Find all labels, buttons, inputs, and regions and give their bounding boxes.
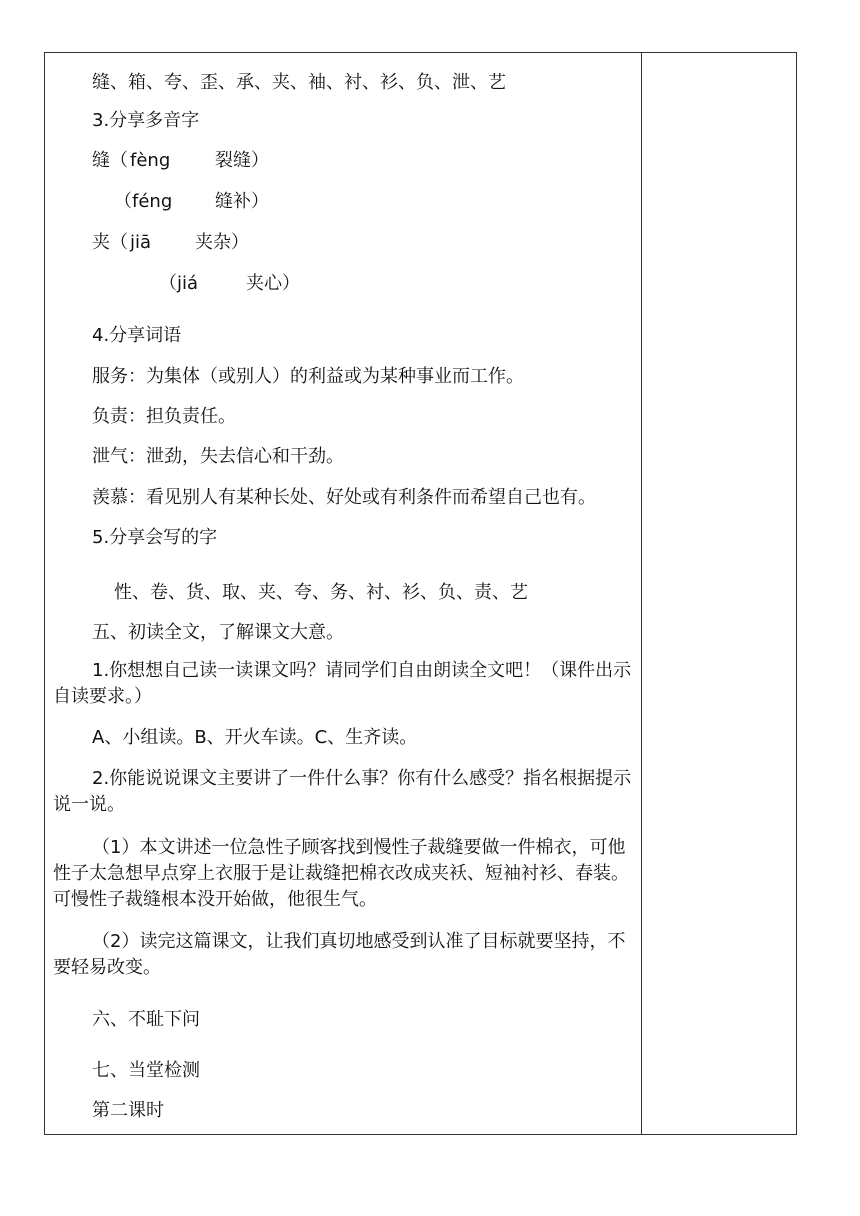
question-2: 2.你能说说课文主要讲了一件什么事？你有什么感受？指名根据提示说一说。	[53, 768, 632, 815]
word-definition-1: 服务：为集体（或别人）的利益或为某种事业而工作。	[92, 366, 524, 387]
poly1-char: 缝（	[92, 150, 128, 171]
word-definition-2: 负责：担负责任。	[92, 406, 236, 427]
poly2-pinyin-a: jiā	[130, 232, 152, 253]
question-1: 1.你想想自己读一读课文吗？请同学们自由朗读全文吧！（课件出示自读要求。）	[53, 660, 632, 707]
answer-1: （1）本文讲述一位急性子顾客找到慢性子裁缝要做一件棉衣，可他性子太急想早点穿上衣服于是让裁缝把棉衣改成夹袄、短袖衬衫、春装。可慢性子裁缝根本没开始做，他很生气。	[53, 837, 629, 910]
section-writing-heading: 5.分享会写的字	[92, 527, 218, 548]
poly1-pinyin-b: （féng	[114, 191, 173, 212]
poly2-char: 夹（	[92, 232, 128, 253]
poly1-pinyin-a: fèng	[130, 150, 171, 171]
poly2-word-b: 夹心）	[246, 273, 300, 294]
chars-line: 缝、箱、夸、歪、承、夹、袖、衬、衫、负、泄、艺	[92, 72, 506, 93]
poly2-pinyin-b: （jiá	[159, 273, 199, 294]
step5-heading: 五、初读全文，了解课文大意。	[92, 622, 344, 643]
notes-cell	[642, 53, 796, 1134]
step7-heading: 七、当堂检测	[92, 1060, 200, 1081]
step6-heading: 六、不耻下问	[92, 1009, 200, 1030]
poly1-word-a: 裂缝）	[215, 150, 269, 171]
writing-chars-line: 性、卷、货、取、夹、夸、务、衬、衫、负、责、艺	[114, 582, 528, 603]
answer-2: （2）读完这篇课文，让我们真切地感受到认准了目标就要坚持，不要轻易改变。	[53, 931, 626, 978]
poly1-word-b: 缝补）	[215, 191, 269, 212]
lesson-content-cell	[45, 53, 641, 1134]
poly2-word-a: 夹杂）	[195, 232, 249, 253]
reading-options: A、小组读。B、开火车读。C、生齐读。	[92, 727, 418, 748]
word-definition-4: 羡慕：看见别人有某种长处、好处或有利条件而希望自己也有。	[92, 487, 596, 508]
word-definition-3: 泄气：泄劲，失去信心和干劲。	[92, 446, 344, 467]
lesson2-heading: 第二课时	[92, 1100, 164, 1121]
lesson-table	[44, 52, 797, 1135]
section-polyphones-heading: 3.分享多音字	[92, 110, 200, 131]
section-words-heading: 4.分享词语	[92, 325, 182, 346]
